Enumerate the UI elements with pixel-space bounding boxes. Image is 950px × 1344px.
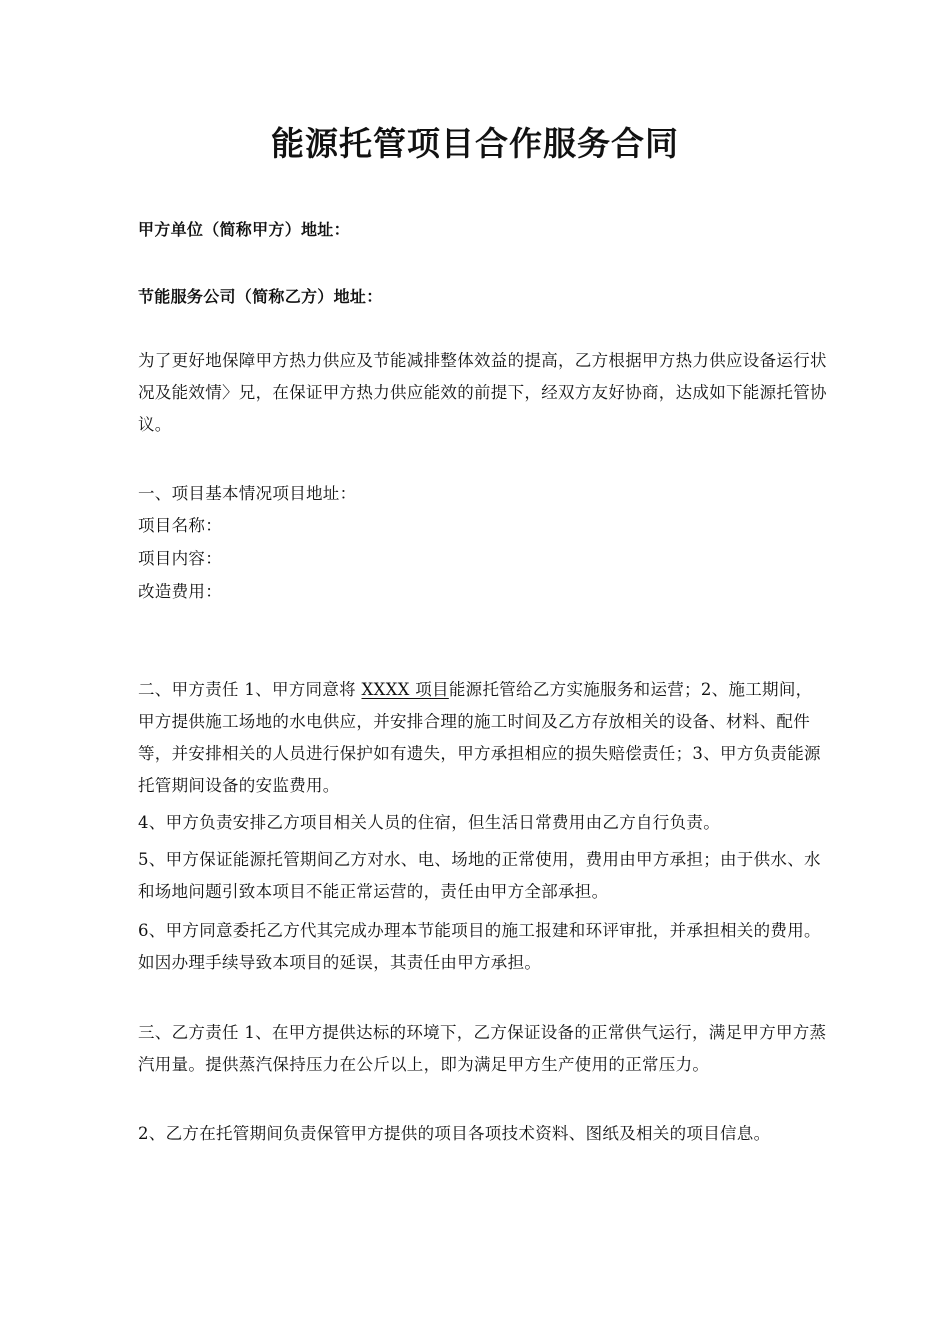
section3-paragraph: 三、乙方责任 1、在甲方提供达标的环境下，乙方保证设备的正常供气运行，满足甲方甲方蒸汽用量。提供蒸汽保持压力在公斤以上，即为满足甲方生产使用的正常压力。: [138, 1023, 827, 1074]
section3-item2: 2、乙方在托管期间负责保管甲方提供的项目各项技术资料、图纸及相关的项目信息。: [138, 1124, 771, 1143]
preamble-paragraph: 为了更好地保障甲方热力供应及节能减排整体效益的提高，乙方根据甲方热力供应设备运行状况及能效情〉兄，在保证甲方热力供应能效的前提下，经双方友好协商，达成如下能源托管协议。: [138, 351, 827, 434]
party-a-line: 甲方单位（简称甲方）地址：: [138, 220, 350, 239]
section2-paragraph: [138, 674, 828, 802]
project-name-underlined: XXXX 项目: [361, 680, 449, 699]
party-b-line: 节能服务公司（简称乙方）地址：: [138, 287, 383, 306]
section2-text-before: 二、甲方责任 1、甲方同意将: [138, 680, 362, 699]
section2-item6: 6、甲方同意委托乙方代其完成办理本节能项目的施工报建和环评审批，并承担相关的费用。如因办理手续导致本项目的延误，其责任由甲方承担。: [138, 921, 821, 972]
section2-item5: 5、甲方保证能源托管期间乙方对水、电、场地的正常使用，费用由甲方承担；由于供水、水和场地问题引致本项目不能正常运营的，责任由甲方全部承担。: [138, 850, 821, 901]
project-name-label: 项目名称：: [138, 516, 222, 535]
section1-heading: 一、项目基本情况项目地址：: [138, 484, 357, 503]
project-content-label: 项目内容：: [138, 549, 222, 568]
section2-text-after: 能源托管给乙方实施服务和运营；2、施工期间，甲方提供施工场地的水电供应，并安排合理的施工时间及乙方存放相关的设备、材料、配件等，并安排相关的人员进行保护如有遗失，甲方承担相应的损失赔偿责任；3、甲方负责能源托管期间设备的安监费用。: [138, 680, 821, 795]
document-title: 能源托管项目合作服务合同: [271, 124, 679, 163]
project-cost-label: 改造费用：: [138, 582, 222, 601]
section2-item4: 4、甲方负责安排乙方项目相关人员的住宿，但生活日常费用由乙方自行负责。: [138, 813, 720, 832]
